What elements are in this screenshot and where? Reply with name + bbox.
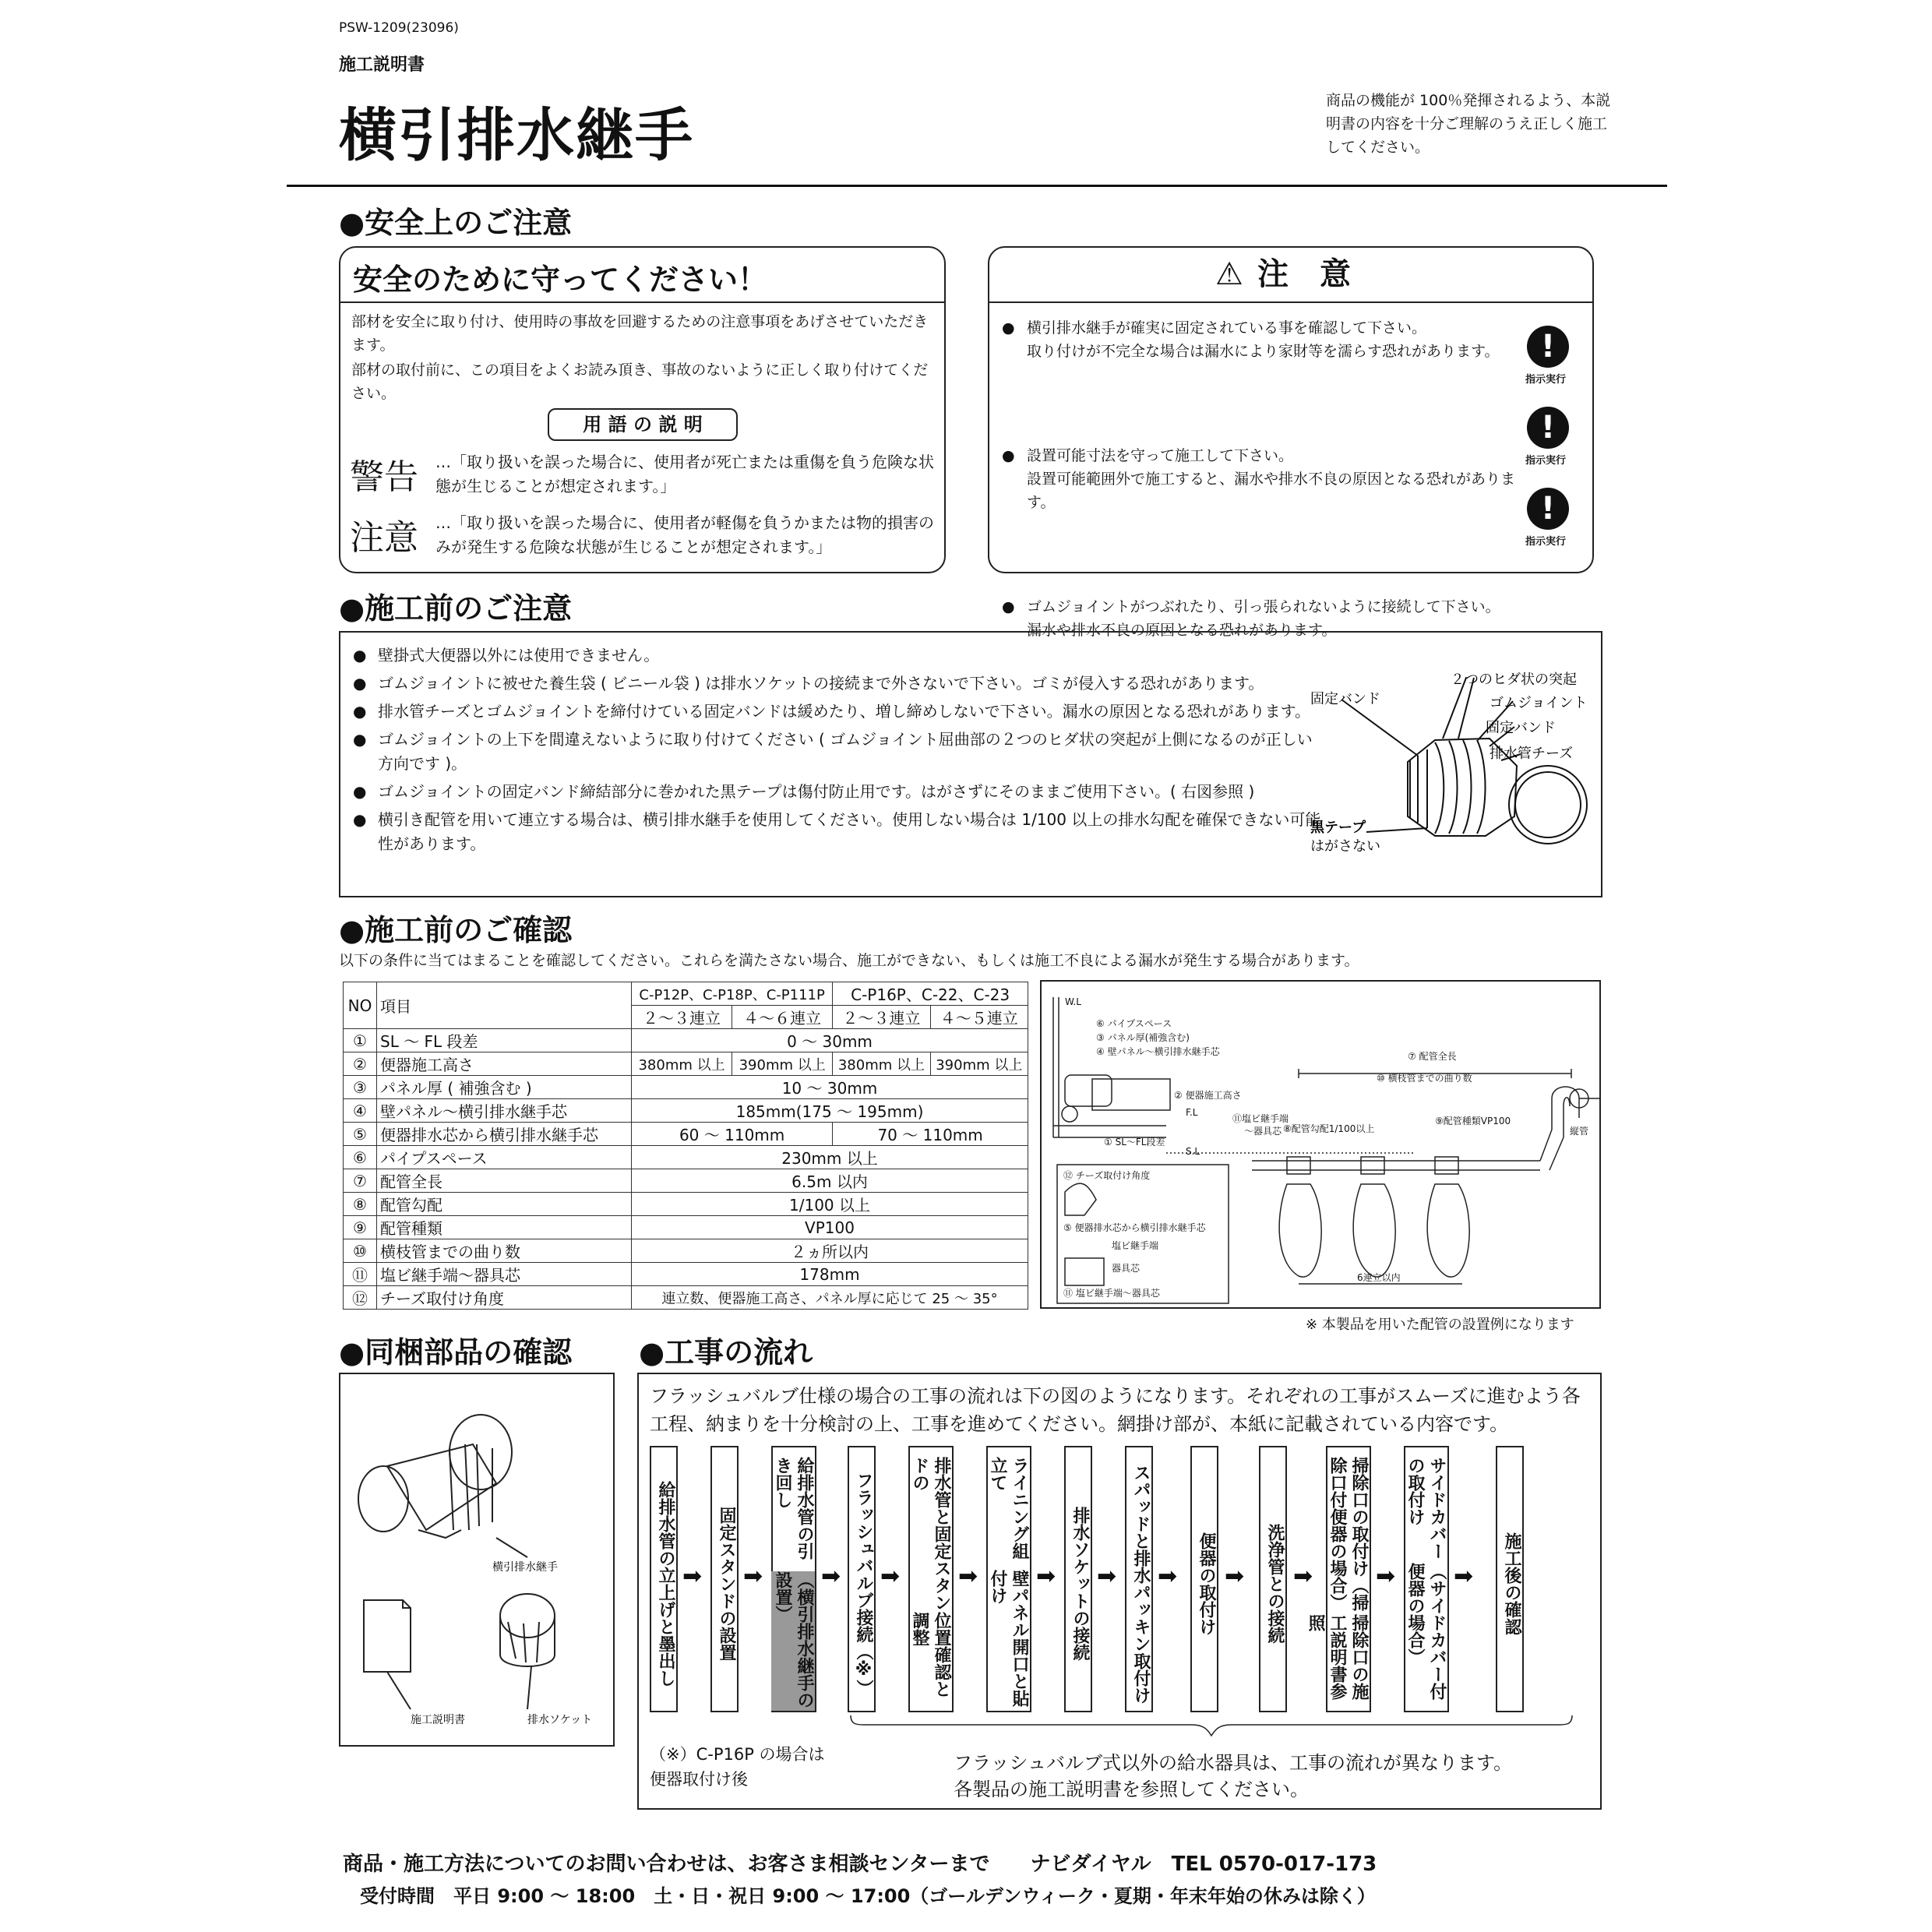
spec-header-group-2: C-P16P、C-22、C-23: [833, 982, 1028, 1006]
warning-text: …「取り扱いを誤った場合に、使用者が死亡または重傷を負う危険な状態が生じることが想定されます。」: [435, 453, 934, 495]
svg-text:⑨配管種類VP100: ⑨配管種類VP100: [1435, 1116, 1511, 1126]
rubber-joint-figure: [1310, 668, 1599, 871]
pre-caution-item: ● ゴムジョイントの固定バンド締結部分に巻かれた黒テープは傷付防止用です。はがさずにそのままご使用下さい。( 右図参照 ): [353, 780, 1327, 804]
svg-text:F.L: F.L: [1186, 1107, 1198, 1118]
parts-illustration: [340, 1374, 613, 1745]
svg-text:① SL～FL段差: ① SL～FL段差: [1104, 1137, 1165, 1148]
parts-box: [339, 1373, 615, 1747]
safety-left-divider: [340, 301, 944, 303]
svg-text:⑪塩ビ継手端: ⑪塩ビ継手端: [1232, 1113, 1289, 1124]
pre-caution-box: [339, 631, 1602, 897]
svg-text:⑩ 横枝管までの曲り数: ⑩ 横枝管までの曲り数: [1377, 1073, 1472, 1084]
svg-text:⑧配管勾配1/100以上: ⑧配管勾配1/100以上: [1283, 1123, 1375, 1134]
flow-step-6: ライニング組立て 壁パネル開口と貼付け: [986, 1446, 1031, 1712]
pre-check-heading: ●施工前のご確認: [339, 913, 573, 947]
table-row: ⑪ 塩ビ継手端～器具芯 178mm: [344, 1263, 1028, 1286]
table-row: ⑫ チーズ取付け角度 連立数、便器施工高さ、パネル厚に応じて 25 ～ 35°: [344, 1286, 1028, 1310]
flow-step-1: 給排水管の立上げと墨出し: [650, 1446, 678, 1712]
label-ridges: ２つのヒダ状の突起: [1451, 672, 1577, 688]
parts-heading: ●同梱部品の確認: [339, 1335, 573, 1370]
pre-caution-list: [353, 643, 1327, 856]
pre-check-lead: 以下の条件に当てはまることを確認してください。これらを満たさない場合、施工ができない、もしくは施工不良による漏水が発生する場合があります。: [339, 952, 1359, 969]
mark-label-3: 指示実行: [1525, 536, 1567, 548]
flow-step-12: サイドカバーの取付け （サイドカバー付便器の場合）: [1404, 1446, 1449, 1712]
part-label-fitting: 横引排水継手: [492, 1561, 558, 1574]
caution-text: …「取り扱いを誤った場合に、使用者が軽傷を負うかまたは物的損害のみが発生する危険な状態が生じることが想定されます。」: [435, 513, 934, 556]
flow-step-5: 排水管と固定スタンドの 位置確認と調整: [908, 1446, 954, 1712]
caution-item-2: ● 設置可能寸法を守って施工して下さい。 設置可能範囲外で施工すると、漏水や排水不良の原因となる恐れがあります。: [1002, 444, 1541, 514]
caution-warning-icon: ⚠: [1215, 256, 1243, 292]
document-code: PSW-1209(23096): [339, 20, 459, 36]
spec-subheader: ２～３連立: [833, 1006, 930, 1029]
pre-caution-item: ● ゴムジョイントの上下を間違えないように取り付けてください ( ゴムジョイント屈曲部の２つのヒダ状の突起が上側になるのが正しい方向です )。: [353, 728, 1327, 776]
caution-word: 注意: [350, 518, 418, 558]
exclamation-mark-icon: !: [1527, 407, 1569, 449]
svg-text:⑫ チーズ取付け角度: ⑫ チーズ取付け角度: [1063, 1170, 1151, 1181]
flow-step-8: スパッドと排水パッキン取付け: [1125, 1446, 1153, 1712]
label-band-1: 固定バンド: [1310, 691, 1380, 707]
spec-table: [343, 982, 1028, 1310]
svg-text:② 便器施工高さ: ② 便器施工高さ: [1174, 1090, 1242, 1101]
pre-caution-item: ● ゴムジョイントに被せた養生袋 ( ビニール袋 ) は排水ソケットの接続まで外さないで下さい。ゴミが侵入する恐れがあります。: [353, 672, 1327, 696]
safety-right-title: 注 意: [1257, 256, 1351, 292]
diagram-note: ※ 本製品を用いた配管の設置例になります: [1306, 1317, 1574, 1333]
svg-text:S.L: S.L: [1186, 1146, 1200, 1157]
installation-diagram-box: [1040, 980, 1601, 1309]
flow-note-right: フラッシュバルブ式以外の給水器具は、工事の流れが異なります。 各製品の施工説明書を参照してください。: [954, 1752, 1513, 1800]
flow-step-3: 給排水管の引き回し （横引排水継手の設置）: [771, 1446, 816, 1712]
footer-contact: 商品・施工方法についてのお問い合わせは、お客さま相談センターまで ナビダイヤル TEL 0570-017-173: [343, 1853, 1377, 1876]
arrow-right-icon: ➡: [1158, 1563, 1178, 1590]
flow-step-4: フラッシュバルブ接続（※）: [848, 1446, 876, 1712]
label-tape: 黒テープ: [1310, 820, 1366, 836]
footer-hours: 受付時間 平日 9:00 ～ 18:00 土・日・祝日 9:00 ～ 17:00（ゴールデンウィーク・夏期・年末年始の休みは除く）: [360, 1885, 1376, 1907]
flow-box: [637, 1373, 1602, 1810]
arrow-right-icon: ➡: [1454, 1563, 1474, 1590]
table-row: ④ 壁パネル～横引排水継手芯 185mm(175 ～ 195mm): [344, 1099, 1028, 1123]
flow-brace: [849, 1714, 1574, 1737]
safety-right-box: [988, 246, 1594, 639]
svg-text:器具芯: 器具芯: [1112, 1263, 1141, 1274]
svg-text:縦管: 縦管: [1570, 1126, 1589, 1137]
safety-left-title: 安全のために守ってください！: [353, 263, 768, 297]
svg-text:塩ビ継手端: 塩ビ継手端: [1112, 1240, 1159, 1251]
flow-step-10: 洗浄管との接続: [1259, 1446, 1287, 1712]
arrow-right-icon: ➡: [1097, 1563, 1117, 1590]
flow-step-2: 固定スタンドの設置: [710, 1446, 739, 1712]
table-row: ② 便器施工高さ 380mm 以上 390mm 以上 380mm 以上 390mm 以上: [344, 1052, 1028, 1076]
label-band-2: 固定バンド: [1486, 720, 1556, 736]
pre-caution-item: ● 壁掛式大便器以外には使用できません。: [353, 643, 1327, 668]
svg-text:⑥ パイプスペース: ⑥ パイプスペース: [1096, 1018, 1172, 1029]
svg-text:W.L: W.L: [1065, 996, 1081, 1007]
svg-text:③ パネル厚(補強含む): ③ パネル厚(補強含む): [1096, 1032, 1190, 1043]
safety-left-paragraph-1: 部材を安全に取り付け、使用時の事故を回避するための注意事項をあげさせていただきます。: [351, 313, 929, 354]
label-tee: 排水管チーズ: [1490, 746, 1574, 762]
svg-text:⑪ 塩ビ継手端～器具芯: ⑪ 塩ビ継手端～器具芯: [1063, 1288, 1160, 1299]
pre-caution-heading: ●施工前のご注意: [339, 591, 573, 626]
flow-heading: ●工事の流れ: [639, 1335, 813, 1370]
label-rubber: ゴムジョイント: [1490, 695, 1588, 711]
mark-label-2: 指示実行: [1525, 455, 1567, 467]
spec-header-no: NO: [344, 982, 377, 1029]
installation-diagram: [1042, 982, 1599, 1307]
intro-text: 商品の機能が 100％発揮されるよう、本説明書の内容を十分ご理解のうえ正しく施工してください。: [1326, 92, 1611, 156]
pre-caution-item: ● 排水管チーズとゴムジョイントを締付けている固定バンドは緩めたり、増し締めしないで下さい。漏水の原因となる恐れがあります。: [353, 700, 1327, 724]
table-row: ⑤ 便器排水芯から横引排水継手芯 60 ～ 110mm 70 ～ 110mm: [344, 1123, 1028, 1146]
mark-label-1: 指示実行: [1525, 374, 1567, 386]
safety-left-paragraph-2: 部材の取付前に、この項目をよくお読み頂き、事故のないように正しく取り付けてください。: [351, 361, 929, 402]
safety-right-divider: [989, 301, 1592, 303]
spec-subheader: ４～５連立: [930, 1006, 1028, 1029]
spec-subheader: ４～６連立: [732, 1006, 833, 1029]
table-row: ③ パネル厚 ( 補強含む ) 10 ～ 30mm: [344, 1076, 1028, 1099]
table-row: ⑩ 横枝管までの曲り数 ２ヵ所以内: [344, 1239, 1028, 1263]
flow-step-7: 排水ソケットの接続: [1064, 1446, 1092, 1712]
terms-label: 用 語 の 説 明: [548, 408, 738, 441]
arrow-right-icon: ➡: [958, 1563, 978, 1590]
svg-text:⑦ 配管全長: ⑦ 配管全長: [1408, 1051, 1457, 1062]
caution-item-3: ● ゴムジョイントがつぶれたり、引っ張られないように接続して下さい。 漏水や排水不良の原因となる恐れがあります。: [1002, 595, 1541, 642]
spec-subheader: ２～３連立: [632, 1006, 732, 1029]
warning-word: 警告: [350, 457, 418, 497]
safety-heading: ●安全上のご注意: [339, 206, 573, 240]
header-rule: [287, 185, 1667, 187]
flow-step-11: 掃除口の取付け（掃除口付便器の場合） 掃除口の施工説明書参照: [1326, 1446, 1371, 1712]
arrow-right-icon: ➡: [1036, 1563, 1056, 1590]
flow-step-13: 施工後の確認: [1496, 1446, 1524, 1712]
arrow-right-icon: ➡: [682, 1563, 703, 1590]
exclamation-mark-icon: !: [1527, 326, 1569, 368]
document-type: 施工説明書: [339, 55, 425, 75]
svg-text:④ 壁パネル～横引排水継手芯: ④ 壁パネル～横引排水継手芯: [1096, 1046, 1220, 1057]
safety-left-box: [339, 246, 946, 573]
arrow-right-icon: ➡: [821, 1563, 841, 1590]
page-title: 横引排水継手: [339, 102, 694, 169]
table-row: ⑨ 配管種類 VP100: [344, 1216, 1028, 1239]
table-row: ⑥ パイプスペース 230mm 以上: [344, 1146, 1028, 1169]
arrow-right-icon: ➡: [743, 1563, 763, 1590]
part-label-manual: 施工説明書: [411, 1714, 465, 1726]
exclamation-mark-icon: !: [1527, 488, 1569, 530]
svg-text:～器具芯: ～器具芯: [1244, 1126, 1282, 1137]
part-label-socket: 排水ソケット: [527, 1714, 593, 1726]
svg-text:6連立以内: 6連立以内: [1357, 1272, 1401, 1283]
arrow-right-icon: ➡: [1293, 1563, 1313, 1590]
arrow-right-icon: ➡: [1225, 1563, 1245, 1590]
spec-header-item: 項目: [377, 982, 632, 1029]
spec-header-group-1: C-P12P、C-P18P、C-P111P: [632, 982, 833, 1006]
arrow-right-icon: ➡: [880, 1563, 901, 1590]
table-row: ⑦ 配管全長 6.5m 以内: [344, 1169, 1028, 1193]
svg-text:⑤ 便器排水芯から横引排水継手芯: ⑤ 便器排水芯から横引排水継手芯: [1063, 1222, 1206, 1233]
table-row: ⑧ 配管勾配 1/100 以上: [344, 1193, 1028, 1216]
arrow-right-icon: ➡: [1376, 1563, 1396, 1590]
flow-note-left: （※）C-P16P の場合は 便器取付け後: [650, 1745, 825, 1789]
flow-intro: フラッシュバルブ仕様の場合の工事の流れは下の図のようになります。それぞれの工事がスムーズに進むよう各工程、納まりを十分検討の上、工事を進めてください。網掛け部が、本紙に記載されている内容です。: [650, 1385, 1581, 1435]
table-row: ① SL ～ FL 段差 0 ～ 30mm: [344, 1029, 1028, 1052]
pre-caution-item: ● 横引き配管を用いて連立する場合は、横引排水継手を使用してください。使用しない場合は 1/100 以上の排水勾配を確保できない可能性があります。: [353, 808, 1327, 856]
caution-item-1: ● 横引排水継手が確実に固定されている事を確認して下さい。 取り付けが不完全な場合は漏水により家財等を濡らす恐れがあります。: [1002, 316, 1541, 363]
label-tape-note: はがさない: [1310, 838, 1380, 855]
flow-step-9: 便器の取付け: [1190, 1446, 1218, 1712]
